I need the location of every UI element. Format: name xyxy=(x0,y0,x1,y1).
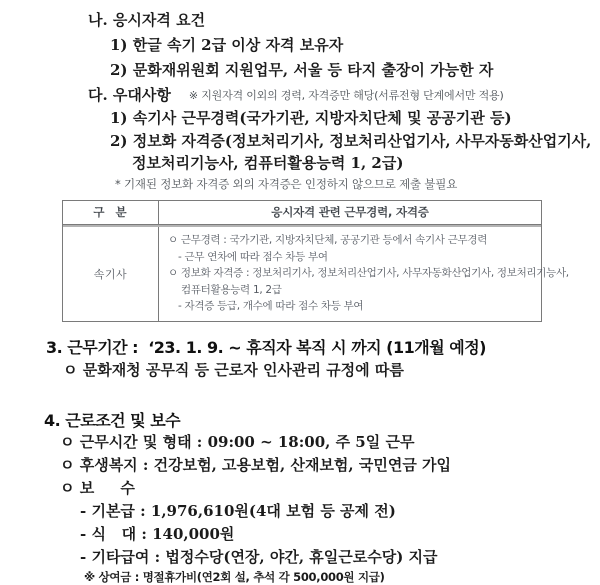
table-header-detail: 응시자격 관련 근무경력, 자격증 xyxy=(271,205,429,219)
section-4-sub-basepay: - 기본급 : 1,976,610원(4대 보험 등 공제 전) xyxy=(80,501,396,520)
section-c-footnote: * 기재된 정보화 자격증 외의 자격증은 인정하지 않으므로 제출 불필요 xyxy=(115,177,458,191)
section-c-item-2-line-1: 2) 정보화 자격증(정보처리기사, 정보처리산업기사, 사무자동화산업기사, xyxy=(110,132,592,150)
section-c-heading: 다. 우대사항 xyxy=(88,86,171,104)
section-4-sub-meal: - 식 대 : 140,000원 xyxy=(80,524,235,543)
section-4-bullet-welfare: ㅇ 후생복지 : 건강보험, 고용보험, 산재보험, 국민연금 가입 xyxy=(60,455,452,474)
table-header-row xyxy=(63,201,541,225)
document-page xyxy=(0,8,600,584)
qualification-table xyxy=(62,200,569,322)
section-b-item-2: 2) 문화재위원회 지원업무, 서울 등 타지 출장이 가능한 자 xyxy=(110,61,494,79)
table-header-category: 구 분 xyxy=(63,201,159,224)
table-detail-line: 컴퓨터활용능력 1, 2급 xyxy=(181,283,282,296)
table-detail-line: - 근무 연차에 따라 점수 차등 부여 xyxy=(178,250,328,263)
section-3-heading: 3. 근무기간 : ‘23. 1. 9. ~ 휴직자 복직 시 까지 (11개월 예정) xyxy=(46,337,486,357)
table-detail-line: ㅇ 정보화 자격증 : 정보처리기사, 정보처리산업기사, 사무자동화산업기사, 정보처리기능사, xyxy=(168,267,569,279)
section-c-heading-row xyxy=(88,83,600,107)
section-c-note: ※ 지원자격 이외의 경력, 자격증만 해당(서류전형 단계에서만 적용) xyxy=(188,89,504,102)
table-detail-line: ㅇ 근무경력 : 국가기관, 지방자치단체, 공공기관 등에서 속기사 근무경력 xyxy=(168,234,488,246)
table-detail-line: - 자격증 등급, 개수에 따라 점수 차등 부여 xyxy=(178,300,364,312)
section-b-item-1: 1) 한글 속기 2급 이상 자격 보유자 xyxy=(110,36,344,54)
section-4-bonus-note: ※ 상여금 : 명절휴가비(연2회 설, 추석 각 500,000원 지급) xyxy=(84,569,385,584)
section-4-heading: 4. 근로조건 및 보수 xyxy=(44,410,181,430)
section-4-sub-other: - 기타급여 : 법정수당(연장, 야간, 휴일근로수당) 지급 xyxy=(80,547,438,566)
section-4-bullet-pay: ㅇ 보 수 xyxy=(60,478,135,497)
table-cell-detail xyxy=(159,227,575,321)
section-c-item-1: 1) 속기사 근무경력(국가기관, 지방자치단체 및 공공기관 등) xyxy=(110,109,512,127)
section-b-heading: 나. 응시자격 요건 xyxy=(88,11,206,29)
table-row xyxy=(63,225,569,321)
section-c-item-2-line-2: 정보처리기능사, 컴퓨터활용능력 1, 2급) xyxy=(132,154,404,172)
section-4-bullet-worktime: ㅇ 근무시간 및 형태 : 09:00 ~ 18:00, 주 5일 근무 xyxy=(60,432,415,451)
table-cell-category: 속기사 xyxy=(63,227,159,321)
section-3-bullet: ㅇ 문화재청 공무직 등 근로자 인사관리 규정에 따름 xyxy=(63,360,404,379)
